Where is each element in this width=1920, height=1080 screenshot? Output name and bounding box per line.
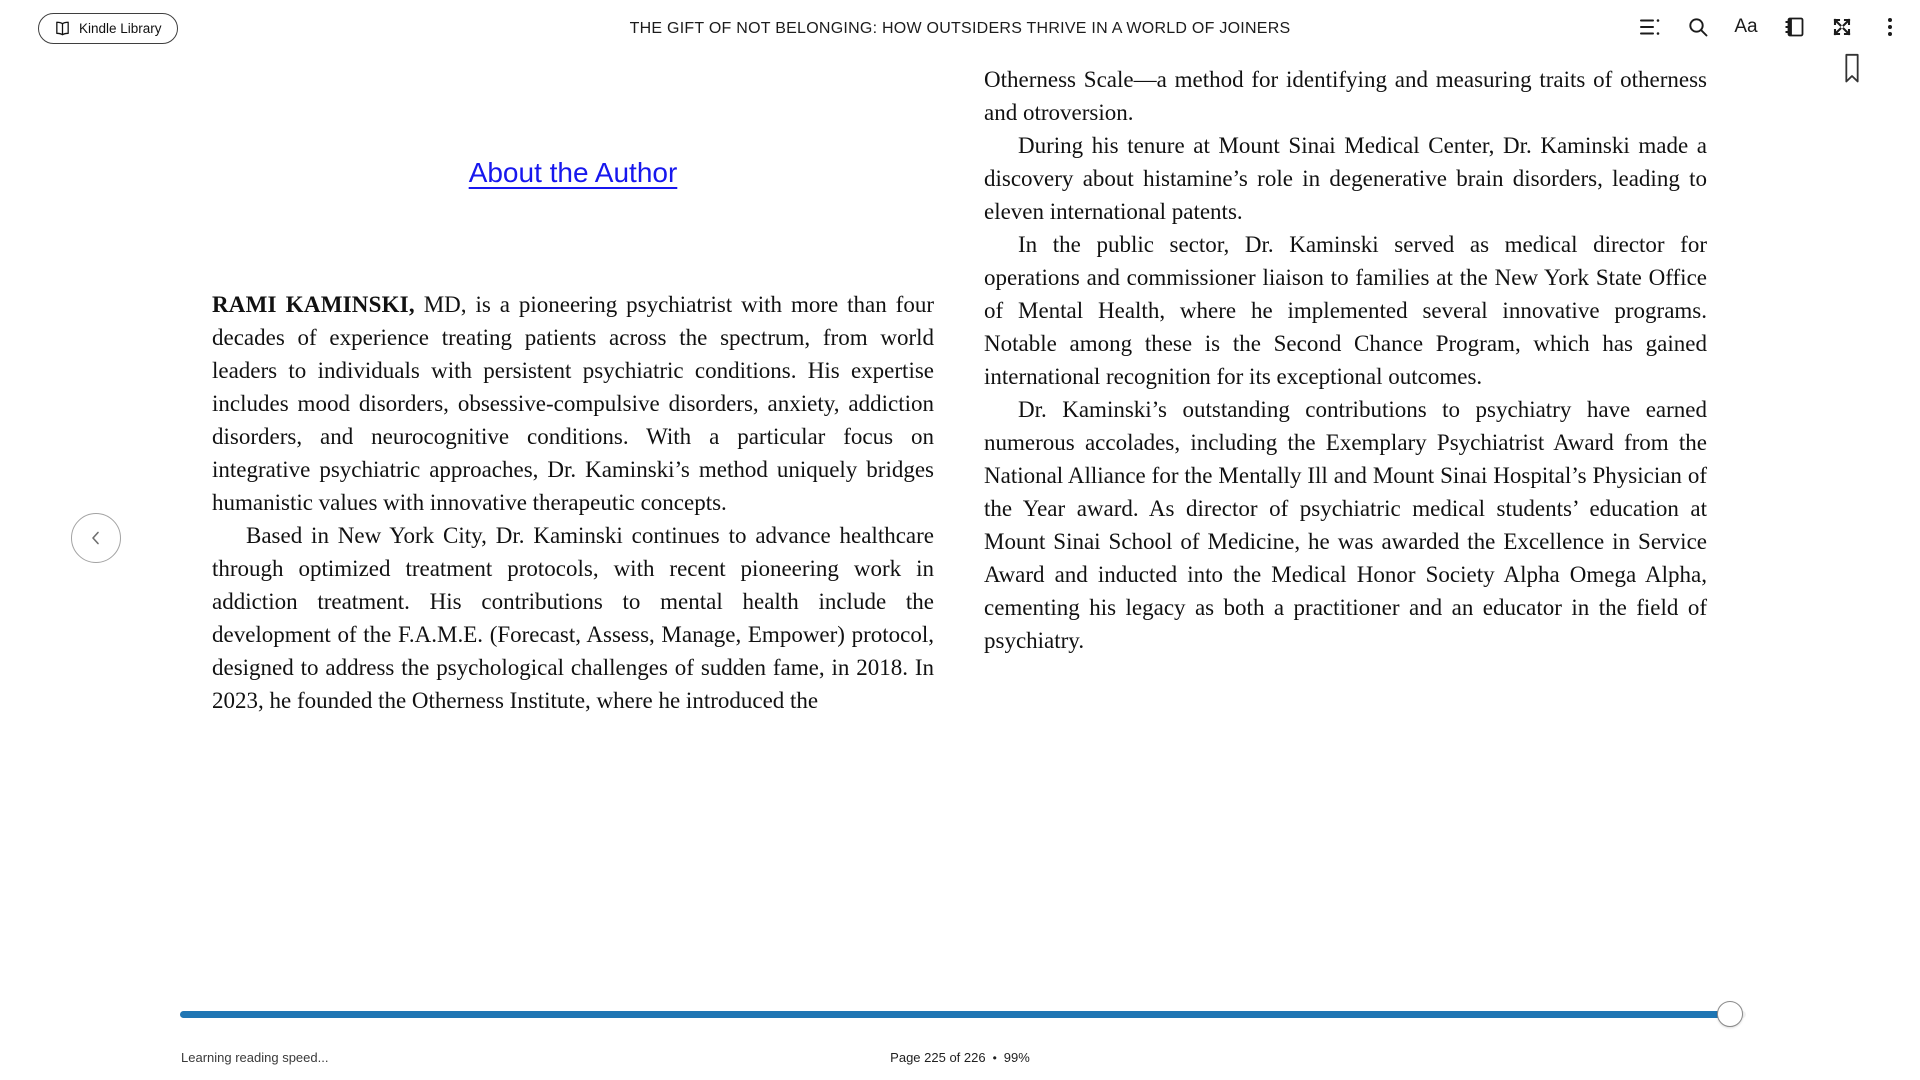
text-settings-icon[interactable] [1734, 15, 1758, 39]
percent-label: 99% [1003, 1050, 1030, 1065]
more-options-icon[interactable] [1878, 15, 1902, 39]
book-title: THE GIFT OF NOT BELONGING: HOW OUTSIDERS THRIVE IN A WORLD OF JOINERS [629, 20, 1291, 37]
paragraph: RAMI KAMINSKI, MD, is a pioneering psychiatrist with more than four decades of experience treating patients across the spectrum, from world leaders to individuals with persistent psychiatric conditions. His expertise includes mood disorders, obsessive-compulsive disorders, anxiety, addiction disorders, and neurocognitive conditions. With a particular focus on integrative psychiatric approaches, Dr. Kaminski’s method uniquely bridges humanistic values with innovative therapeutic concepts. [212, 292, 934, 515]
notebook-icon[interactable] [1782, 15, 1806, 39]
separator-dot: • [992, 1051, 997, 1065]
aa-glyph: Aa [1734, 16, 1758, 37]
paragraph: Based in New York City, Dr. Kaminski continues to advance healthcare through optimized treatment protocols, with recent pioneering work in addiction treatment. His contributions to mental health include the development of the F.A.M.E. (Forecast, Assess, Manage, Empower) protocol, designed to address the psychological challenges of sudden fame, in 2018. In 2023, he founded the Otherness Institute, where he introduced the [212, 523, 934, 713]
search-icon[interactable] [1686, 15, 1710, 39]
page-label: Page 225 of 226 [890, 1050, 986, 1065]
paragraph: Otherness Scale—a method for identifying and measuring traits of otherness and otroversion. [984, 67, 1707, 125]
top-bar [0, 0, 1920, 52]
kindle-library-label: Kindle Library [79, 21, 162, 36]
reading-progress-fill [180, 1011, 1730, 1018]
page-left-column [212, 60, 934, 717]
author-name-bold: RAMI KAMINSKI, [212, 292, 415, 317]
reading-progress-handle[interactable] [1717, 1001, 1743, 1027]
chapter-heading-link[interactable]: About the Author [468, 157, 678, 188]
page-right-column [984, 63, 1707, 657]
previous-page-button[interactable] [71, 513, 121, 563]
reading-speed-status: Learning reading speed... [181, 1050, 329, 1065]
paragraph: Dr. Kaminski’s outstanding contributions to psychiatry have earned numerous accolades, including the Exemplary Psychiatrist Award from the National Alliance for the Mentally Ill and Mount Sinai Hospital’s Physician of the Year award. As director of psychiatric medical students’ education at Mount Sinai School of Medicine, he was awarded the Excellence in Service Award and inducted into the Medical Honor Society Alpha Omega Alpha, cementing his legacy as both a practitioner and an educator in the field of psychiatry. [984, 397, 1707, 653]
toolbar-icons [1638, 15, 1902, 39]
fullscreen-icon[interactable] [1830, 15, 1854, 39]
page-position-status [0, 1050, 1920, 1065]
chevron-left-icon [85, 527, 107, 549]
paragraph: In the public sector, Dr. Kaminski served as medical director for operations and commissioner liaison to families at the New York State Office of Mental Health, where he implemented several innovative programs. Notable among these is the Second Chance Program, which has gained international recognition for its exceptional outcomes. [984, 232, 1707, 389]
table-of-contents-icon[interactable] [1638, 15, 1662, 39]
paragraph: During his tenure at Mount Sinai Medical Center, Dr. Kaminski made a discovery about histamine’s role in degenerative brain disorders, leading to eleven international patents. [984, 133, 1707, 224]
bookmark-icon[interactable] [1838, 52, 1866, 86]
reading-progress-slider[interactable] [180, 1011, 1746, 1018]
